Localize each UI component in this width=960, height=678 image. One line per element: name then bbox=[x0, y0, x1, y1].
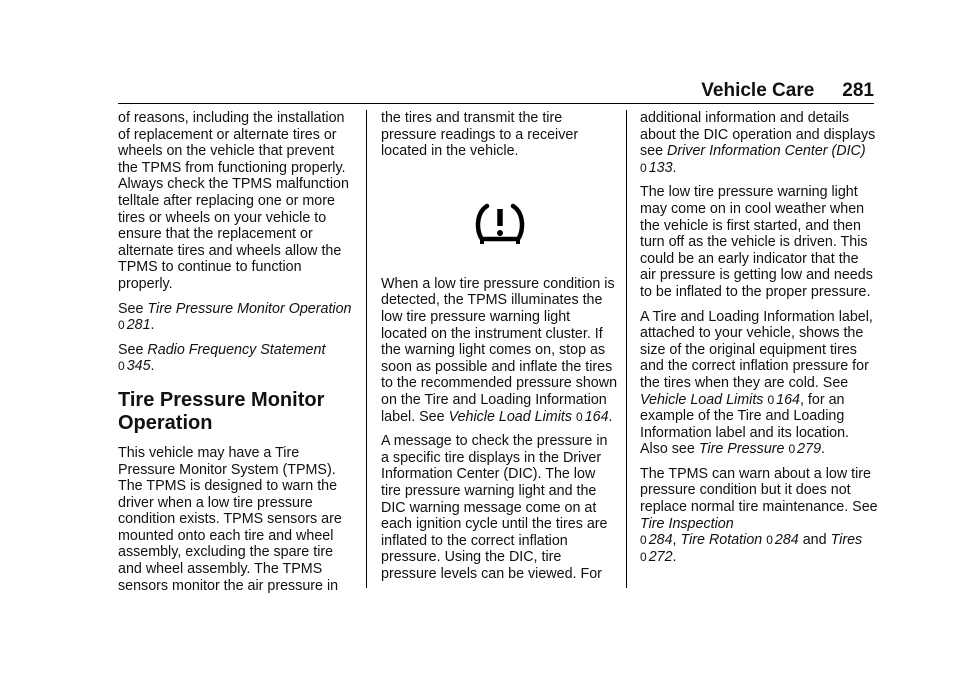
page-ref-arrow-icon: 0 bbox=[788, 442, 796, 457]
xref-link[interactable]: Radio Frequency Statement bbox=[147, 341, 326, 358]
cross-reference: See Radio Frequency Statement 0 345. bbox=[118, 341, 326, 375]
paragraph: This vehicle may have a Tire Pressure Monitor System (TPMS). The TPMS is designed to warn the driver when a low tire pressure condition exists. TPMS sensors are mounted onto each tire and wheel assembly, excluding the spare tire and wheel assembly. The TPMS sensors monitor the air pressure in bbox=[118, 444, 342, 594]
xref-page[interactable]: 279 bbox=[797, 441, 822, 458]
tire-pressure-warning-icon bbox=[381, 200, 619, 246]
paragraph: additional information and details about the DIC operation and displays see Driver Information Center (DIC) 0 133. bbox=[640, 110, 876, 176]
xref-link[interactable]: Tire Inspection bbox=[640, 515, 734, 532]
paragraph: A message to check the pressure in a specific tire displays in the Driver Information Center (DIC). The low tire pressure warning light and the DIC warning message come on at each ignition cycle until the tires are inflated to the correct inflation pressure. Using the DIC, tire pressure levels can be viewed. For bbox=[381, 433, 608, 582]
xref-link[interactable]: Tire Rotation bbox=[680, 532, 763, 549]
page-number: 281 bbox=[842, 80, 874, 101]
paragraph: A Tire and Loading Information label, attached to your vehicle, shows the size of the original equipment tires and the correct inflation pressure for the tires when they are cold. See Vehicle Load Limits 0 164, for an example of the Tire and Loading Information label and its location. Also see Tire Pressure 0 279. bbox=[640, 308, 873, 458]
paragraph: The low tire pressure warning light may come on in cool weather when the vehicle is first started, and then turn off as the vehicle is driven. This could be an early indicator that the air pressure is getting low and needs to be inflated to the proper pressure. bbox=[640, 184, 873, 300]
paragraph: The TPMS can warn about a low tire pressure condition but it does not replace normal tire maintenance. See Tire Inspection 0 284, Tire Rotation 0 284 and Tires 0 272. bbox=[640, 465, 878, 565]
xref-page[interactable]: 284 bbox=[648, 532, 673, 549]
page-ref-arrow-icon: 0 bbox=[640, 549, 647, 564]
page-header bbox=[701, 80, 874, 102]
section-title: Vehicle Care bbox=[701, 80, 815, 101]
xref-page[interactable]: 272 bbox=[648, 548, 673, 565]
column-divider bbox=[626, 110, 627, 588]
page-ref-arrow-icon: 0 bbox=[640, 533, 647, 548]
page-ref-arrow-icon: 0 bbox=[766, 533, 773, 548]
xref-page[interactable]: 284 bbox=[774, 532, 799, 549]
xref-page[interactable]: 281 bbox=[126, 317, 151, 334]
section-heading: Tire Pressure Monitor Operation bbox=[118, 388, 325, 434]
page-ref-arrow-icon: 0 bbox=[640, 160, 647, 175]
column-1 bbox=[118, 110, 356, 602]
xref-link[interactable]: Tire Pressure bbox=[698, 441, 785, 458]
page-ref-arrow-icon: 0 bbox=[118, 318, 125, 333]
page-ref-arrow-icon: 0 bbox=[118, 359, 125, 374]
paragraph: the tires and transmit the tire pressure readings to a receiver located in the vehicle. bbox=[381, 110, 579, 160]
paragraph: When a low tire pressure condition is detected, the TPMS illuminates the low tire pressure warning light located on the instrument cluster. If the warning light comes on, stop as soon as possible and inflate the tires to the recommended pressure shown on the Tire and Loading Information label. See Vehicle Load Limits 0 164. bbox=[381, 275, 618, 425]
column-divider bbox=[366, 110, 367, 588]
xref-link[interactable]: Tires bbox=[830, 532, 863, 549]
xref-page[interactable]: 164 bbox=[776, 391, 800, 408]
column-3 bbox=[640, 110, 878, 573]
paragraph: of reasons, including the installation of replacement or alternate tires or wheels on the vehicle that prevent the TPMS from functioning properly. Always check the TPMS malfunction telltale after replacing one or more tires or wheels on your vehicle to ensure that the replacement or alternate tires and wheels allow the TPMS to continue to function properly. bbox=[118, 110, 349, 292]
cross-reference: See Tire Pressure Monitor Operation 0 281. bbox=[118, 300, 352, 334]
xref-link[interactable]: Tire Pressure Monitor Operation bbox=[147, 300, 352, 317]
xref-link[interactable]: Vehicle Load Limits bbox=[640, 391, 764, 408]
page-ref-arrow-icon: 0 bbox=[767, 392, 775, 407]
column-2 bbox=[381, 110, 619, 590]
xref-page[interactable]: 133 bbox=[648, 159, 673, 176]
xref-page[interactable]: 164 bbox=[584, 408, 609, 425]
page-ref-arrow-icon: 0 bbox=[576, 409, 583, 424]
xref-link[interactable]: Vehicle Load Limits bbox=[448, 408, 573, 425]
xref-link[interactable]: Driver Information Center (DIC) bbox=[667, 143, 866, 160]
xref-page[interactable]: 345 bbox=[126, 358, 151, 375]
header-rule bbox=[118, 103, 874, 104]
